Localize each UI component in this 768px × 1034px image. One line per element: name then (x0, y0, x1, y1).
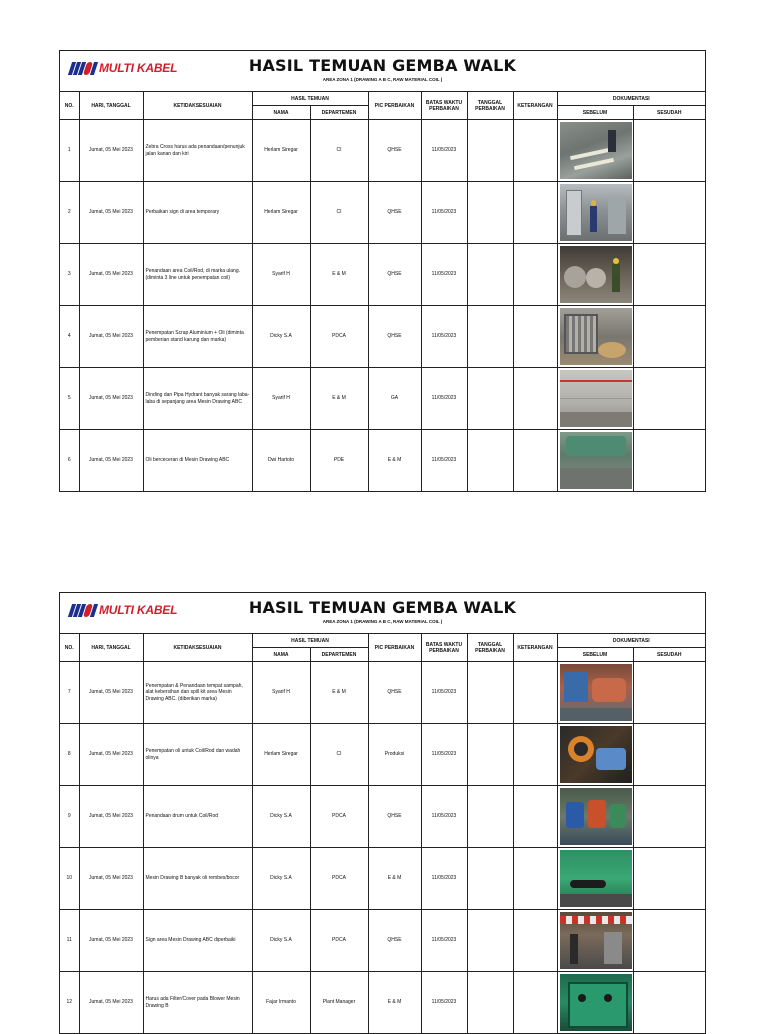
report-title: HASIL TEMUAN GEMBA WALK (248, 598, 517, 617)
table-row (60, 182, 705, 244)
row-name: Dwi Hartoto (252, 430, 310, 492)
row-issue: Perbaikan sign di area temporary (143, 182, 252, 244)
photo-image (560, 432, 632, 489)
row-name: Herlam Siregar (252, 182, 310, 244)
row-name: Herlam Siregar (252, 120, 310, 182)
before-photo (557, 662, 633, 724)
row-name: Dicky S.A (252, 910, 310, 972)
row-name: Dicky S.A (252, 848, 310, 910)
row-note (513, 786, 557, 848)
row-dept: E & M (310, 368, 368, 430)
row-no: 1 (60, 120, 79, 182)
col-dept: DEPARTEMEN (310, 648, 368, 662)
row-no: 4 (60, 306, 79, 368)
col-doc: DOKUMENTASI (557, 92, 705, 106)
row-pic: QHSE (368, 120, 421, 182)
row-date: Jumat, 05 Mei 2023 (79, 182, 143, 244)
row-note (513, 120, 557, 182)
row-fix-date (467, 786, 513, 848)
row-name: Syarif H (252, 368, 310, 430)
row-issue: Penandaan area Coil/Rod, di marka ulang. (diminta 3 line untuk penempatan coil) (143, 244, 252, 306)
row-pic: E & M (368, 430, 421, 492)
row-note (513, 182, 557, 244)
col-no: NO. (60, 92, 79, 120)
row-pic: QHSE (368, 910, 421, 972)
row-deadline: 11/05/2023 (421, 120, 467, 182)
after-photo (633, 724, 705, 786)
row-fix-date (467, 848, 513, 910)
row-pic: Produksi (368, 724, 421, 786)
row-date: Jumat, 05 Mei 2023 (79, 120, 143, 182)
row-date: Jumat, 05 Mei 2023 (79, 368, 143, 430)
photo-image (560, 974, 632, 1031)
col-no: NO. (60, 634, 79, 662)
row-date: Jumat, 05 Mei 2023 (79, 786, 143, 848)
row-date: Jumat, 05 Mei 2023 (79, 662, 143, 724)
col-deadline: BATAS WAKTU PERBAIKAN (421, 92, 467, 120)
after-photo (633, 786, 705, 848)
before-photo (557, 120, 633, 182)
col-after: SESUDAH (633, 106, 705, 120)
photo-image (560, 122, 632, 179)
table-row (60, 724, 705, 786)
table-row (60, 120, 705, 182)
report-sheet-2 (59, 592, 706, 1034)
row-note (513, 848, 557, 910)
after-photo (633, 848, 705, 910)
row-dept: PDCA (310, 848, 368, 910)
row-no: 11 (60, 910, 79, 972)
row-pic: QHSE (368, 662, 421, 724)
row-pic: E & M (368, 972, 421, 1034)
col-issue: KETIDAKSESUAIAN (143, 634, 252, 662)
row-name: Syarif H (252, 244, 310, 306)
row-no: 8 (60, 724, 79, 786)
col-doc: DOKUMENTASI (557, 634, 705, 648)
row-fix-date (467, 244, 513, 306)
table-row (60, 244, 705, 306)
col-dept: DEPARTEMEN (310, 106, 368, 120)
row-pic: QHSE (368, 244, 421, 306)
row-name: Dicky S.A (252, 786, 310, 848)
photo-image (560, 308, 632, 365)
col-before: SEBELUM (557, 106, 633, 120)
row-fix-date (467, 306, 513, 368)
row-issue: Mesin Drawing B banyak oli rembes/bocor (143, 848, 252, 910)
row-fix-date (467, 182, 513, 244)
row-date: Jumat, 05 Mei 2023 (79, 306, 143, 368)
before-photo (557, 430, 633, 492)
after-photo (633, 182, 705, 244)
before-photo (557, 910, 633, 972)
table-row (60, 662, 705, 724)
row-no: 12 (60, 972, 79, 1034)
photo-image (560, 246, 632, 303)
col-pic: PIC PERBAIKAN (368, 634, 421, 662)
row-no: 5 (60, 368, 79, 430)
row-name: Fajar Irmanto (252, 972, 310, 1034)
row-name: Herlam Siregar (252, 724, 310, 786)
report-header (60, 593, 705, 634)
row-issue: Penandaan drum untuk Coil/Rod (143, 786, 252, 848)
logo-text: MULTI KABEL (99, 61, 178, 75)
row-date: Jumat, 05 Mei 2023 (79, 910, 143, 972)
before-photo (557, 786, 633, 848)
photo-image (560, 370, 632, 427)
row-dept: E & M (310, 662, 368, 724)
before-photo (557, 182, 633, 244)
before-photo (557, 368, 633, 430)
table-row (60, 306, 705, 368)
row-no: 2 (60, 182, 79, 244)
row-note (513, 724, 557, 786)
row-pic: E & M (368, 848, 421, 910)
row-date: Jumat, 05 Mei 2023 (79, 724, 143, 786)
report-sheet-1 (59, 50, 706, 492)
row-fix-date (467, 368, 513, 430)
row-date: Jumat, 05 Mei 2023 (79, 972, 143, 1034)
row-deadline: 11/05/2023 (421, 724, 467, 786)
before-photo (557, 244, 633, 306)
row-dept: CI (310, 120, 368, 182)
row-note (513, 662, 557, 724)
row-deadline: 11/05/2023 (421, 368, 467, 430)
row-name: Dicky S.A (252, 306, 310, 368)
row-deadline: 11/05/2023 (421, 182, 467, 244)
photo-image (560, 726, 632, 783)
col-finding: HASIL TEMUAN (252, 92, 368, 106)
photo-image (560, 850, 632, 907)
after-photo (633, 306, 705, 368)
photo-image (560, 912, 632, 969)
photo-image (560, 184, 632, 241)
table-row (60, 368, 705, 430)
col-before: SEBELUM (557, 648, 633, 662)
col-fix-date: TANGGAL PERBAIKAN (467, 634, 513, 662)
row-note (513, 910, 557, 972)
table-row (60, 430, 705, 492)
row-date: Jumat, 05 Mei 2023 (79, 244, 143, 306)
row-no: 3 (60, 244, 79, 306)
photo-image (560, 664, 632, 721)
row-deadline: 11/05/2023 (421, 972, 467, 1034)
col-issue: KETIDAKSESUAIAN (143, 92, 252, 120)
row-pic: GA (368, 368, 421, 430)
after-photo (633, 430, 705, 492)
row-pic: QHSE (368, 786, 421, 848)
row-fix-date (467, 724, 513, 786)
photo-image (560, 788, 632, 845)
findings-table (60, 92, 705, 491)
row-dept: CI (310, 724, 368, 786)
after-photo (633, 910, 705, 972)
row-deadline: 11/05/2023 (421, 910, 467, 972)
row-issue: Dinding dan Pipa Hydrant banyak sarang laba-laba di sepanjang area Mesin Drawing ABC (143, 368, 252, 430)
row-dept: PDCA (310, 306, 368, 368)
col-deadline: BATAS WAKTU PERBAIKAN (421, 634, 467, 662)
row-issue: Penempatan oli untuk Coil/Rod dan wadah olinya (143, 724, 252, 786)
row-date: Jumat, 05 Mei 2023 (79, 848, 143, 910)
table-row (60, 910, 705, 972)
row-note (513, 306, 557, 368)
row-issue: Harus ada Filter/Cover pada Blower Mesin Drawing B (143, 972, 252, 1034)
row-fix-date (467, 430, 513, 492)
col-date: HARI, TANGGAL (79, 92, 143, 120)
row-deadline: 11/05/2023 (421, 786, 467, 848)
col-after: SESUDAH (633, 648, 705, 662)
row-issue: Zebra Cross harus ada penandaan/penunjuk jalan kanan dan kiri (143, 120, 252, 182)
row-note (513, 368, 557, 430)
after-photo (633, 120, 705, 182)
col-name: NAMA (252, 106, 310, 120)
after-photo (633, 662, 705, 724)
report-header (60, 51, 705, 92)
col-pic: PIC PERBAIKAN (368, 92, 421, 120)
row-issue: Penempatan & Penandaan tempat sampah, alat kebersihan dan spill kit area Mesin Drawing ABC. (diberikan marka) (143, 662, 252, 724)
logo-text: MULTI KABEL (99, 603, 178, 617)
before-photo (557, 306, 633, 368)
table-row (60, 786, 705, 848)
row-no: 7 (60, 662, 79, 724)
row-dept: PDCA (310, 910, 368, 972)
report-subtitle: AREA ZONA 1 (DRAWING A B C, RAW MATERIAL COIL ) (322, 619, 443, 624)
table-row (60, 848, 705, 910)
row-pic: QHSE (368, 306, 421, 368)
row-no: 9 (60, 786, 79, 848)
row-dept: E & M (310, 244, 368, 306)
col-note: KETERANGAN (513, 92, 557, 120)
col-fix-date: TANGGAL PERBAIKAN (467, 92, 513, 120)
before-photo (557, 848, 633, 910)
findings-table (60, 634, 705, 1033)
row-no: 10 (60, 848, 79, 910)
row-date: Jumat, 05 Mei 2023 (79, 430, 143, 492)
row-dept: PDCA (310, 786, 368, 848)
row-deadline: 11/05/2023 (421, 306, 467, 368)
after-photo (633, 368, 705, 430)
row-no: 6 (60, 430, 79, 492)
report-title: HASIL TEMUAN GEMBA WALK (248, 56, 517, 75)
row-note (513, 430, 557, 492)
row-issue: Penempatan Scrap Aluminium + Oli (diminta pemberian stand karung dan marka) (143, 306, 252, 368)
col-date: HARI, TANGGAL (79, 634, 143, 662)
col-name: NAMA (252, 648, 310, 662)
row-name: Syarif H (252, 662, 310, 724)
row-deadline: 11/05/2023 (421, 430, 467, 492)
after-photo (633, 244, 705, 306)
row-deadline: 11/05/2023 (421, 848, 467, 910)
row-pic: QHSE (368, 182, 421, 244)
row-deadline: 11/05/2023 (421, 662, 467, 724)
col-finding: HASIL TEMUAN (252, 634, 368, 648)
col-note: KETERANGAN (513, 634, 557, 662)
report-subtitle: AREA ZONA 1 (DRAWING A B C, RAW MATERIAL COIL ) (322, 77, 443, 82)
row-deadline: 11/05/2023 (421, 244, 467, 306)
row-issue: Sign area Mesin Drawing ABC diperbaiki (143, 910, 252, 972)
row-note (513, 244, 557, 306)
row-fix-date (467, 662, 513, 724)
row-dept: Plant Manager (310, 972, 368, 1034)
row-dept: PDE (310, 430, 368, 492)
row-fix-date (467, 910, 513, 972)
before-photo (557, 724, 633, 786)
row-dept: CI (310, 182, 368, 244)
row-fix-date (467, 120, 513, 182)
row-issue: Oli berceceran di Mesin Drawing ABC (143, 430, 252, 492)
